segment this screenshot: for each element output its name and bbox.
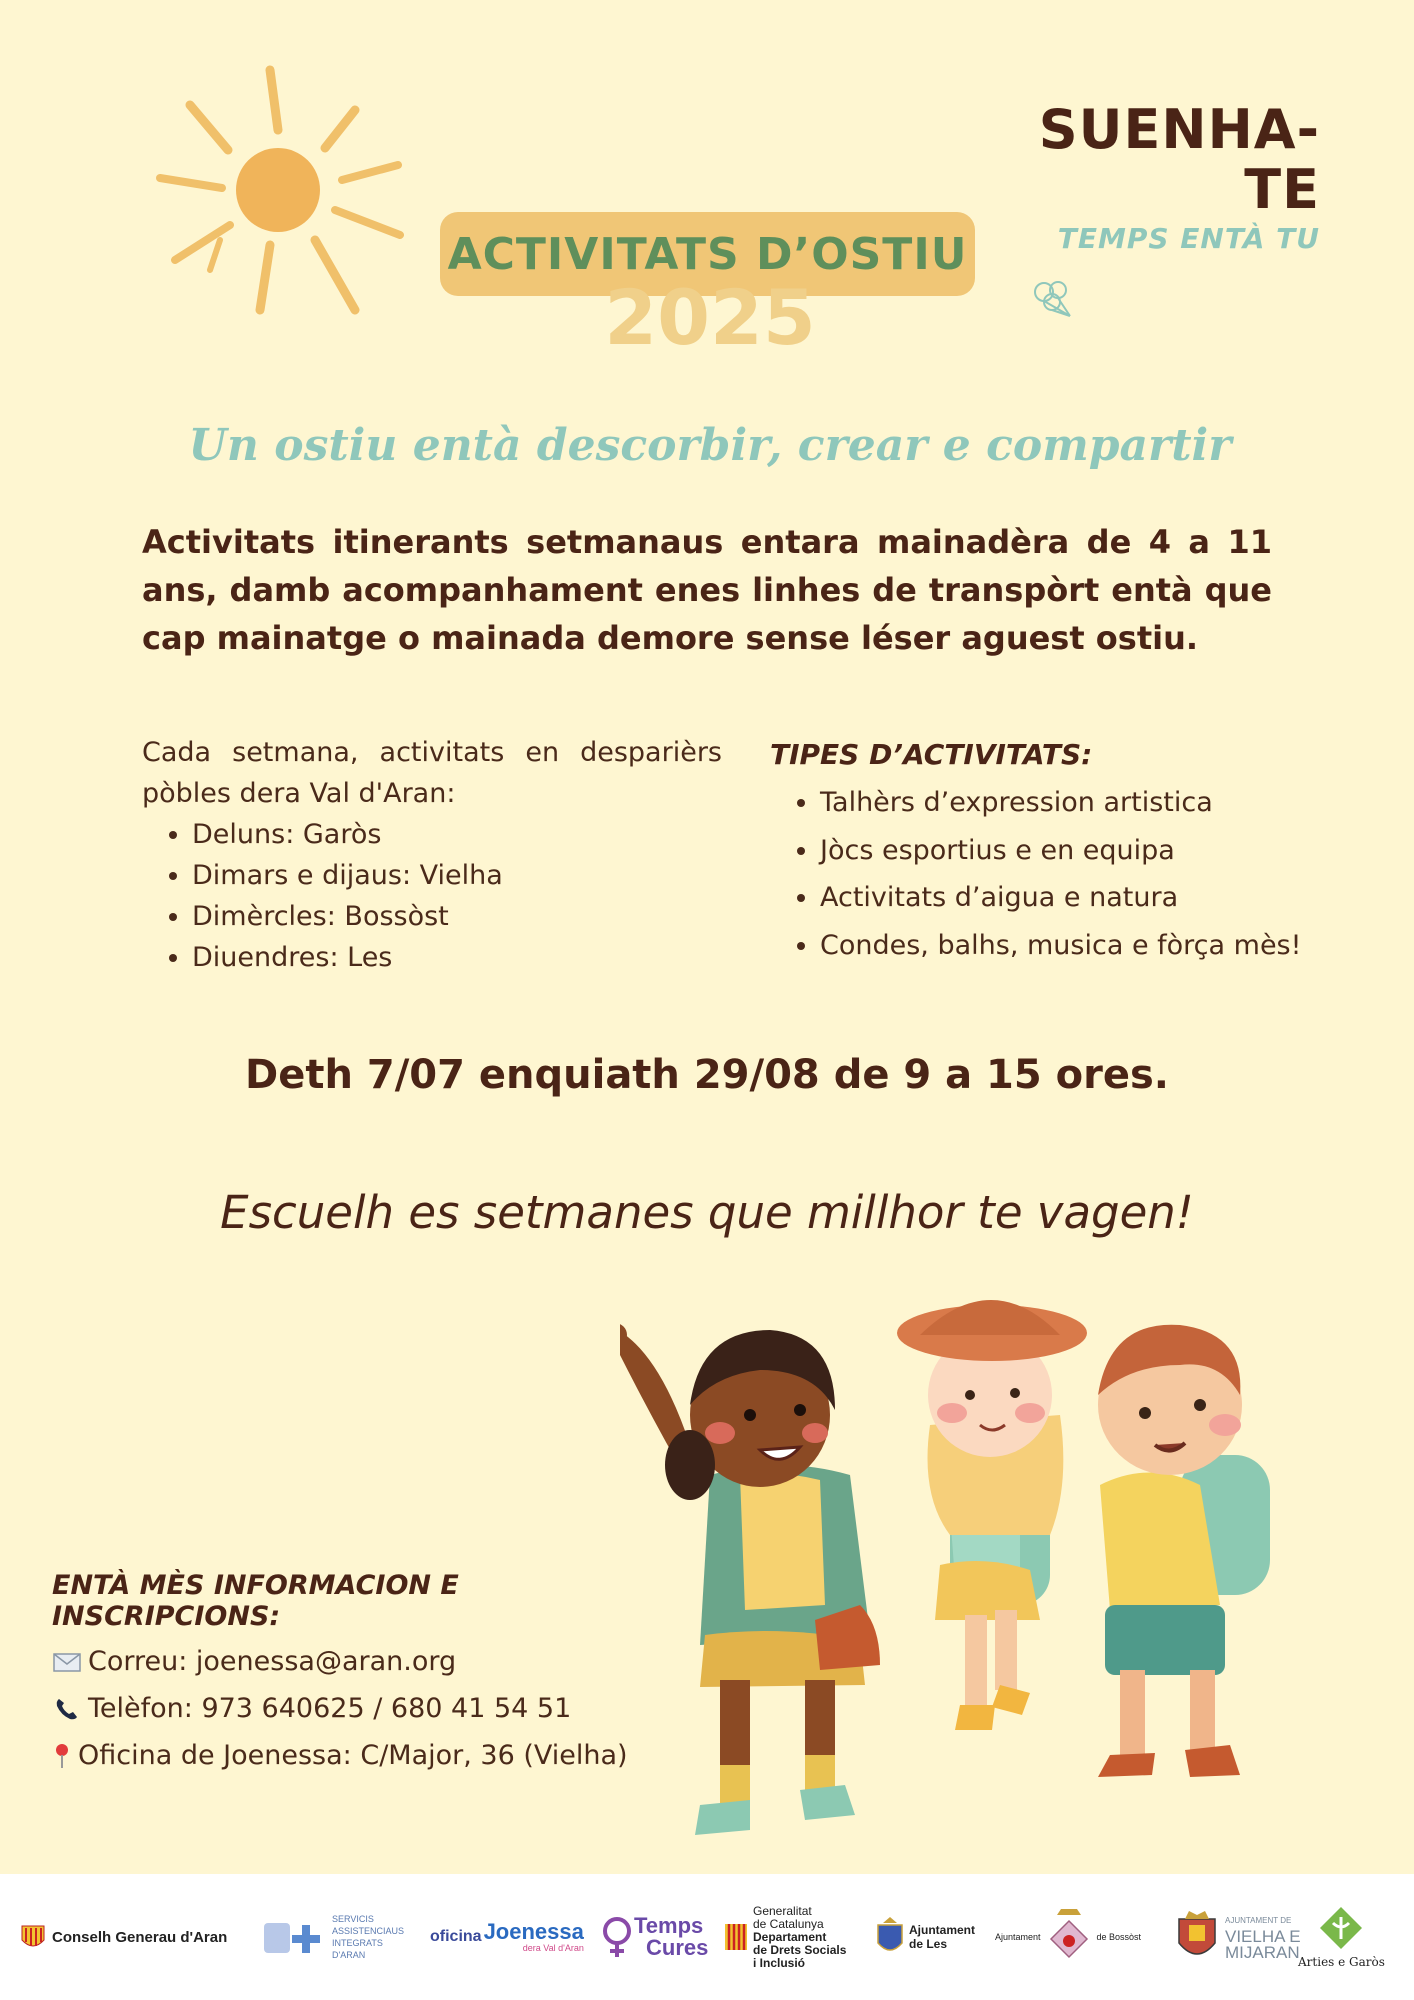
ajuntament-bossost-logo: Ajuntament de Bossòst: [995, 1874, 1141, 2000]
les-shield-icon: [875, 1917, 905, 1957]
schedule-intro: Cada setmana, activitats en desparièrs pòbles dera Val d'Aran:: [142, 737, 722, 809]
children-illustration: [620, 1275, 1380, 1895]
intro-paragraph: Activitats itinerants setmanaus entara mainadèra de 4 a 11 ans, damb acompanhament enes linhes de transpòrt entà que cap mainatge o mainada demore sense léser aguest ostiu.: [142, 523, 1272, 657]
girl-with-hat-figure: [897, 1300, 1087, 1730]
contact-section: [52, 1570, 692, 1779]
list-item: • Talhèrs d’expression artistica: [820, 779, 1330, 827]
boy-figure: [1098, 1325, 1270, 1777]
envelope-icon: [52, 1648, 82, 1676]
list-item: • Activitats d’aigua e natura: [820, 874, 1330, 922]
vielha-shield-icon: [1175, 1909, 1219, 1965]
dates-text: Deth 7/07 enquiath 29/08 de 9 a 15 ores.: [245, 1052, 1169, 1098]
conselh-generau-logo: Conselh Generau d'Aran: [20, 1874, 227, 2000]
activity-types-list: [770, 779, 1330, 969]
phone-icon: [52, 1695, 82, 1723]
list-item: • Deluns: Garòs: [192, 814, 722, 855]
schedule-list: [142, 814, 722, 978]
location-pin-icon: [52, 1742, 72, 1770]
title-year: 2025: [604, 273, 816, 362]
email-line: [52, 1638, 692, 1685]
office-line: [52, 1732, 692, 1779]
tagline: Un ostiu entà descorbir, crear e compartir: [188, 420, 1232, 471]
contact-title: ENTÀ MÈS INFORMACION E INSCRIPCIONS:: [52, 1570, 459, 1632]
sai-icon: [262, 1915, 332, 1959]
temps-cures-logo: Temps Cures: [600, 1874, 708, 2000]
ajuntament-vielha-logo: AJUNTAMENT DE VIELHA E MIJARAN: [1175, 1874, 1301, 2000]
phone-line: [52, 1685, 692, 1732]
list-item: • Dimèrcles: Bossòst: [192, 896, 722, 937]
servicis-assistenciaus-logo: SERVICIS ASSISTENCIAUS INTEGRATS D'ARAN: [262, 1874, 412, 2000]
generalitat-logo: Generalitat de Catalunya Departament de Drets Socials i Inclusió: [725, 1874, 846, 2000]
venus-clock-icon: [600, 1915, 634, 1959]
activity-types-section: [770, 738, 1330, 969]
ajuntament-les-logo: Ajuntament de Les: [875, 1874, 975, 2000]
brand-logo: [980, 100, 1320, 260]
coat-of-arms-icon: [20, 1922, 46, 1952]
schedule-section: [142, 732, 722, 978]
oficina-joenessa-logo: oficina Joenessa dera Val d'Aran: [430, 1919, 584, 1953]
bossost-shield-icon: [1047, 1909, 1091, 1965]
email-text[interactable]: Correu: joenessa@aran.org: [88, 1646, 457, 1677]
list-item: • Diuendres: Les: [192, 937, 722, 978]
list-item: • Jòcs esportius e en equipa: [820, 827, 1330, 875]
list-item: • Dimars e dijaus: Vielha: [192, 855, 722, 896]
call-to-action: Escuelh es setmanes que millhor te vagen!: [220, 1186, 1194, 1239]
page-title: ACTIVITATS D’OSTIU: [447, 228, 968, 280]
arties-garos-logo: Arties e Garòs: [1298, 1874, 1385, 2000]
sun-illustration: [130, 60, 430, 340]
balloons-icon: [1030, 280, 1090, 320]
arties-emblem-icon: [1318, 1905, 1364, 1955]
brand-title: SUENHA-TE: [1038, 98, 1320, 221]
brand-subtitle: TEMPS ENTÀ TU: [1057, 222, 1320, 255]
senyera-icon: [725, 1924, 747, 1950]
list-item: • Condes, balhs, musica e fòrça mès!: [820, 922, 1330, 970]
phone-text[interactable]: Telèfon: 973 640625 / 680 41 54 51: [88, 1693, 572, 1724]
office-text: Oficina de Joenessa: C/Major, 36 (Vielha): [78, 1740, 628, 1771]
sponsor-logos-footer: [0, 1874, 1414, 2000]
activity-types-title: TIPES D’ACTIVITATS:: [770, 738, 1093, 771]
